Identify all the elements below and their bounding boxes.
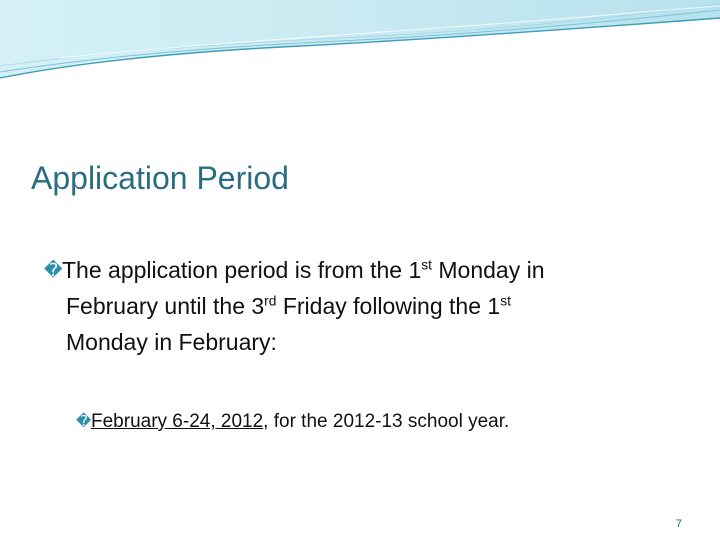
bullet-line-2 [44,288,704,324]
header-wave-decoration [0,0,720,110]
dates-rest: , for the 2012-13 school year. [263,411,510,432]
bullet-text-2b: Friday following the 1 [276,293,501,319]
ordinal-st: st [421,257,432,273]
bullet-text-1b: Monday in [432,257,545,283]
ordinal-rd: rd [264,293,277,309]
bullet-text-1a: The application period is from the 1 [62,257,422,283]
sub-bullet-dates [76,408,720,436]
bullet-text-2a: February until the 3 [66,293,265,319]
bullet-application-period [44,252,704,360]
page-number: 7 [675,518,682,530]
dates-underlined: February 6-24, 2012 [91,411,264,432]
sub-bullet-marker-icon: � [76,413,92,430]
bullet-text-3: Monday in February: [66,329,277,355]
bullet-marker-icon: � [44,260,63,280]
slide-title: Application Period [31,160,289,196]
bullet-line-1 [44,252,704,288]
ordinal-st-2: st [500,293,511,309]
bullet-line-3 [44,324,704,360]
